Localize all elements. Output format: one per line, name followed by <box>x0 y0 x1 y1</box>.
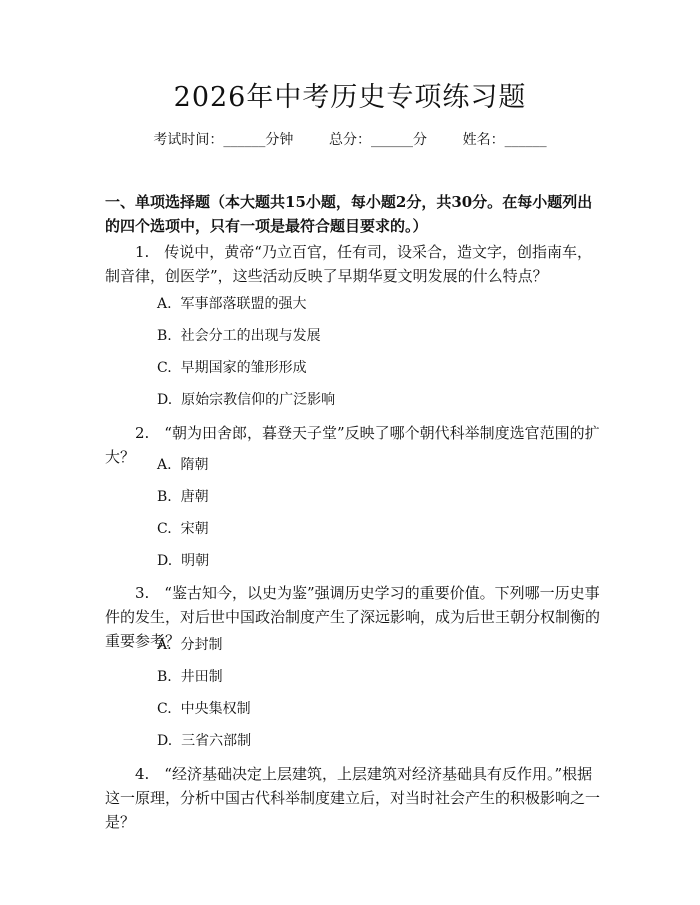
exam-title: 2026年中考历史专项练习题 <box>173 82 527 113</box>
question-3-stem: 3. “鉴古知今，以史为鉴”强调历史学习的重要价值。下列哪一历史事件的发生，对后世中国政治制度产生了深远影响，成为后世王朝分权制衡的重要参考？ <box>105 584 601 650</box>
question-3-option-d: D. 三省六部制 <box>157 733 252 749</box>
question-1-option-b: B. 社会分工的出现与发展 <box>157 328 321 344</box>
question-2-option-c: C. 宋朝 <box>157 521 209 537</box>
question-1-stem: 1. 传说中，黄帝“乃立百官，任有司，设采合，造文字，创指南车，制音律，创医学”，这些活动反映了早期华夏文明发展的什么特点？ <box>105 243 592 285</box>
exam-time-field: 考试时间：______分钟 <box>153 132 294 148</box>
question-1-option-a: A. 军事部落联盟的强大 <box>157 296 307 312</box>
question-2-option-a: A. 隋朝 <box>157 457 209 473</box>
question-2-stem: 2. “朝为田舍郎，暮登天子堂”反映了哪个朝代科举制度选官范围的扩大？ <box>105 424 600 466</box>
student-name-field: 姓名：______ <box>462 132 547 148</box>
question-1-option-c: C. 早期国家的雏形形成 <box>157 360 307 376</box>
question-4-stem: 4. “经济基础决定上层建筑，上层建筑对经济基础具有反作用。”根据这一原理，分析中国古代科举制度建立后，对当时社会产生的积极影响之一是？ <box>105 765 601 831</box>
question-3-option-b: B. 井田制 <box>157 669 223 685</box>
exam-info-line <box>0 130 700 150</box>
question-3-option-c: C. 中央集权制 <box>157 701 251 717</box>
question-2-option-b: B. 唐朝 <box>157 489 209 505</box>
question-1-option-d: D. 原始宗教信仰的广泛影响 <box>157 392 336 408</box>
section-heading: 一、单项选择题（本大题共15小题，每小题2分，共30分。在每小题列出的四个选项中，只有一项是最符合题目要求的。） <box>105 193 593 235</box>
total-score-field: 总分：______分 <box>329 132 427 148</box>
question-3-option-a: A. 分封制 <box>157 637 223 653</box>
question-2-option-d: D. 明朝 <box>157 553 210 569</box>
